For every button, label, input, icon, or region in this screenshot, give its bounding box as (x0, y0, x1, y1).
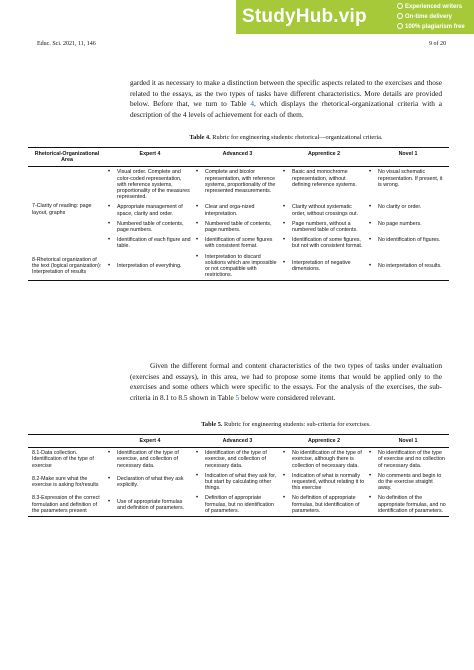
table-cell: • Interpretation of everything. (108, 262, 182, 269)
table-cell: • Interpretation of negative dimensions. (283, 259, 351, 273)
table-cell: • Basic and monochrome representation, without defining reference systems. (283, 169, 357, 188)
bullet-icon: • (196, 495, 199, 502)
bullet-icon: • (283, 472, 286, 479)
table-5 (28, 434, 449, 517)
table-5-caption: Table 5. Rubric for engineering students: sub-criteria for exercises. (201, 421, 371, 428)
bullet-icon: • (196, 450, 199, 457)
row-area-label: 7-Clarity of reading: page layout, graphs (32, 203, 92, 216)
table-header-row (28, 435, 449, 448)
row-area-label: 8-Rhetorical organization of the text (logical organization): Interpretation of results (32, 256, 102, 276)
bullet-icon: • (369, 204, 372, 211)
table-5-link[interactable]: 5 (235, 392, 240, 402)
bullet-icon: • (283, 450, 286, 457)
column-header: Rhetorical-Organizational Area (34, 151, 100, 164)
table-cell: • No definition of appropriate formulas, but identification of parameters. (283, 495, 360, 514)
bullet-icon: • (196, 169, 199, 176)
column-header: Apprentice 2 (307, 151, 341, 157)
bullet-icon: • (196, 253, 199, 260)
table-cell: • Appropriate management of space, clarity and order. (108, 204, 183, 217)
page-number: 9 of 20 (429, 41, 446, 47)
table-cell: • Declaration of what they ask explicitly. (108, 475, 184, 489)
bullet-icon: • (108, 220, 111, 227)
bullet-icon: • (196, 472, 199, 479)
table-4-caption: Table 4. Rubric for engineering students: rhetorical—organizational criteria. (189, 134, 383, 141)
bullet-icon: • (196, 204, 199, 211)
body-paragraph: Given the different formal and content characteristics of the two types of tasks under evaluation (exercises and essays), in this area, we had to propose some items that would be applied only to the exercises and some others which were specific to the essays. For the analysis of the exercises, the sub-criteria in 8.1 to 8.5 shown in Table 5 below were considered relevant. (130, 361, 442, 402)
bullet-icon: • (108, 237, 111, 244)
column-header: Advanced 3 (222, 151, 253, 157)
table-cell: • Indication of what they ask for, but start by calculating other things. (196, 472, 277, 492)
feature-item: Experienced writers (397, 2, 474, 12)
table-cell: • Visual order. Complete and color-coded representation, with reference systems, proportionality of the measures represented. (108, 169, 190, 201)
column-header: Novel 1 (398, 438, 418, 444)
bullet-icon: • (108, 262, 111, 269)
bullet-icon: • (283, 220, 286, 227)
table-cell: • No identification of figures. (369, 237, 441, 244)
bullet-icon: • (108, 498, 111, 505)
column-header: Apprentice 2 (307, 438, 341, 444)
bullet-icon: • (283, 259, 286, 266)
table-cell: • Identification of some figures, but not with consistent format. (283, 237, 363, 250)
table-row (28, 252, 449, 281)
table-cell: • No visual schematic representation. If present, it is wrong. (369, 169, 443, 188)
table-4-link[interactable]: 4 (250, 99, 255, 109)
column-header: Novel 1 (398, 151, 418, 157)
table-cell: • No identification of the type of exercise, although there is collection of necessary data. (283, 450, 362, 469)
table-cell: • Indication of what is normally requested, without relating it to this exercise (283, 472, 365, 492)
table-header-row (28, 148, 449, 167)
column-header: Expert 4 (139, 151, 161, 157)
feature-item: On-time delivery (397, 12, 474, 22)
table-cell: • No identification of the type of exercise and no collection of necessary data. (369, 450, 445, 469)
table-cell: • Interpretation to discard solutions which are impossible or not compatible with restrictions. (196, 253, 277, 279)
bullet-icon: • (108, 475, 111, 482)
table-cell: • Numbered table of contents, page numbers. (108, 220, 184, 234)
bullet-icon: • (369, 472, 372, 479)
table-cell: • Identification of the type of exercise, and collection of necessary data. (108, 450, 179, 469)
bullet-icon: • (196, 237, 199, 244)
bullet-icon: • (283, 204, 286, 211)
bullet-icon: • (283, 169, 286, 176)
studyhub-banner[interactable] (236, 0, 474, 34)
table-4 (28, 147, 449, 281)
table-cell: • Page numbers, without a numbered table of contents. (283, 220, 358, 234)
table-cell: • No interpretation of results. (369, 262, 442, 269)
row-area-label: 8.1-Data collection. Identification of the type of exercise (32, 450, 94, 469)
table-cell: • Clear and orga-nized interpretation. (196, 204, 255, 217)
journal-reference: Educ. Sci. 2021, 11, 146 (37, 41, 96, 47)
row-area-label: 8.2-Make sure what the exercise is asking for/results (32, 475, 99, 489)
column-header: Advanced 3 (222, 438, 253, 444)
table-row (28, 493, 449, 516)
table-cell: • Clarity without systematic order, without crossings out. (283, 204, 358, 217)
column-header: Expert 4 (139, 438, 161, 444)
studyhub-logo: StudyHub.vip (242, 6, 367, 27)
bullet-icon: • (108, 204, 111, 211)
bullet-icon: • (369, 495, 372, 502)
column-header (28, 435, 106, 448)
bullet-icon: • (283, 237, 286, 244)
table-cell: • No page numbers. (369, 220, 422, 227)
bullet-icon: • (196, 220, 199, 227)
bullet-icon: • (108, 169, 111, 176)
feature-item: 100% plagiarism free (397, 22, 474, 32)
row-area-label: 8.3-Expression of the correct formulation and definition of the parameters present (32, 495, 100, 514)
body-paragraph: garded it as necessary to make a distinction between the specific aspects related to the exercises and those related to the essays, as the two types of tasks have different characteristics. More details are provided below. Before that, we turn to Table 4, which displays the rhetorical-organizational criteria with a description of the 4 levels of achievement for each of them. (130, 78, 442, 119)
table-row (28, 448, 449, 471)
bullet-icon: • (108, 450, 111, 457)
bullet-icon: • (283, 495, 286, 502)
bullet-icon: • (369, 262, 372, 269)
table-cell: • Identification of each figure and table. (108, 237, 191, 250)
bullet-icon: • (369, 450, 372, 457)
bullet-icon: • (369, 237, 372, 244)
banner-features (397, 2, 474, 32)
bullet-icon: • (369, 220, 372, 227)
table-cell: • No clarity or order. (369, 204, 422, 211)
table-cell: • Complete and bicolor representation, with reference systems, proportionality of the represented measurements. (196, 169, 276, 195)
check-circle-icon (397, 23, 403, 29)
check-circle-icon (397, 3, 403, 9)
table-row (28, 471, 449, 494)
table-row (28, 167, 449, 203)
table-cell: • No comments and begin to do the exercise straight away. (369, 472, 442, 492)
bullet-icon: • (369, 169, 372, 176)
table-cell: • Numbered table of contents, page numbers. (196, 220, 272, 234)
table-cell: • Use of appropriate formulas and definition of parameters. (108, 498, 185, 511)
table-cell: • Identification of the type of exercise, and collection of necessary data. (196, 450, 267, 469)
table-cell: • No definition of the appropriate formulas, and no identification of parameters. (369, 495, 446, 514)
table-cell: • Definition of appropriate formulas, but no identification of parameters. (196, 495, 274, 514)
check-circle-icon (397, 13, 403, 19)
table-cell: • Identification of some figures with consistent format. (196, 237, 273, 250)
